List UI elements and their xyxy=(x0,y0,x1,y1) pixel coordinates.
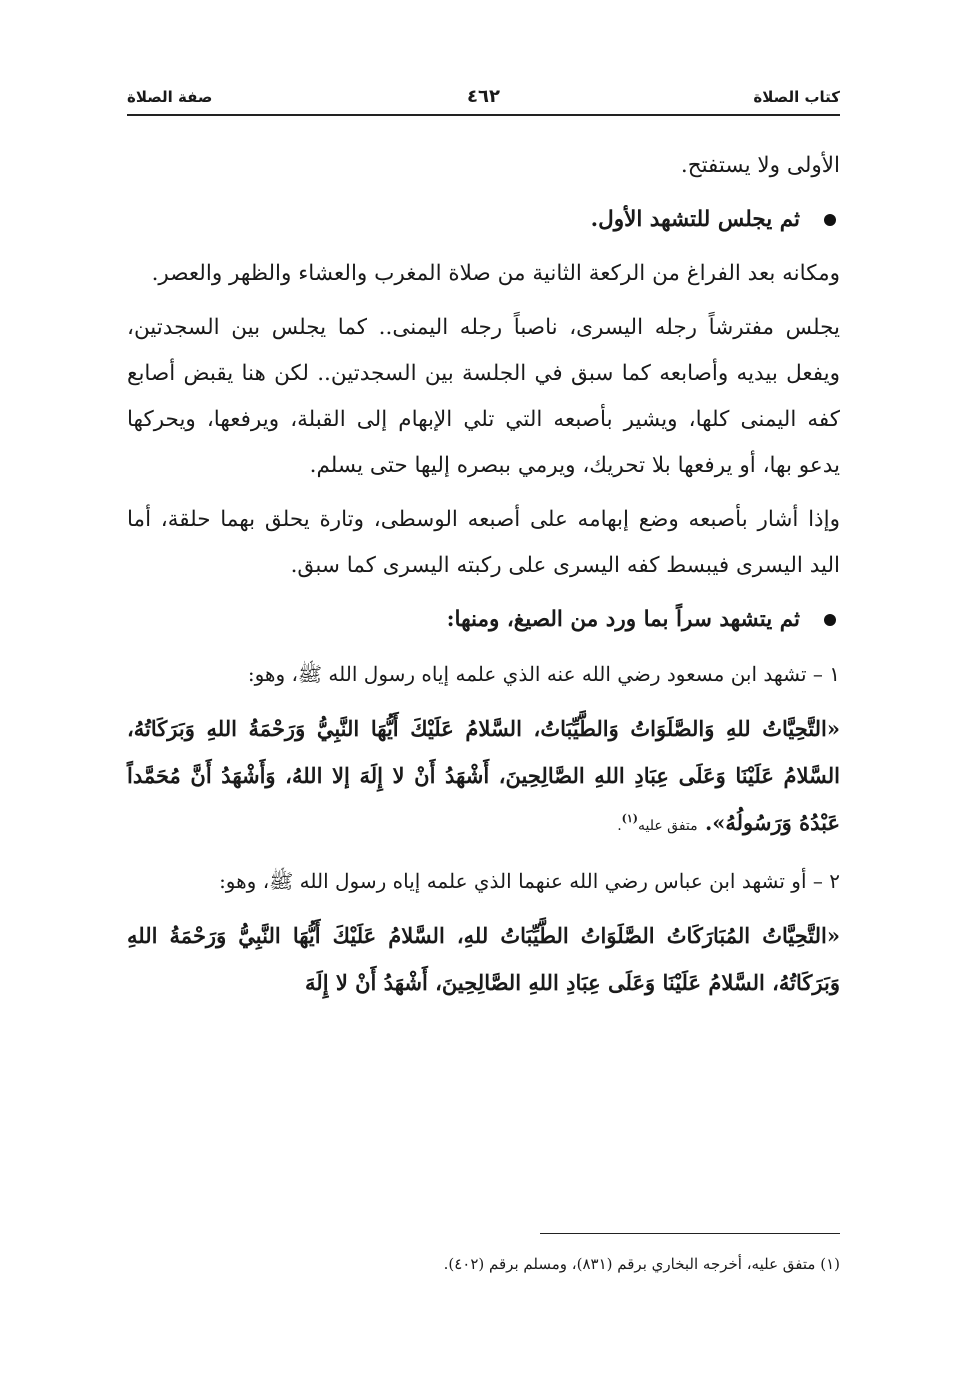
book-title: كتاب الصلاة xyxy=(753,88,840,106)
paragraph: الأولى ولا يستفتح. xyxy=(680,153,840,178)
paragraph: وإذا أشار بأصبعه وضع إبهامه على أصبعه الوسطى، وتارة يحلق بهما حلقة، أما اليد اليسرى فيبسط كفه اليسرى على ركبته اليسرى كما سبق. xyxy=(127,507,840,578)
bullet-heading xyxy=(127,197,840,243)
footnote: (١) متفق عليه، أخرجه البخاري برقم (٨٣١)، ومسلم برقم (٤٠٢). xyxy=(443,1255,840,1273)
bullet-heading xyxy=(127,597,840,643)
bullet-text: ثم يجلس للتشهد الأول. xyxy=(590,207,800,232)
list-item: ١ – تشهد ابن مسعود رضي الله عنه الذي علمه إياه رسول الله ﷺ، وهو: xyxy=(247,662,840,686)
paragraph: ومكانه بعد الفراغ من الركعة الثانية من صلاة المغرب والعشاء والظهر والعصر. xyxy=(151,261,840,286)
hadith-grading: متفق عليه xyxy=(638,818,698,834)
list-item: ٢ – أو تشهد ابن عباس رضي الله عنهما الذي علمه إياه رسول الله ﷺ، وهو: xyxy=(219,869,840,893)
footnote-divider xyxy=(540,1233,840,1234)
bullet-dot-icon xyxy=(824,214,836,226)
chapter-title: صفة الصلاة xyxy=(127,88,213,106)
quote-text: «التَّحِيَّاتُ للهِ وَالصَّلَوَاتُ وَالطَّيِّبَاتُ، السَّلامُ عَلَيْكَ أَيُّهَا النَّبِيُّ وَرَحْمَةُ اللهِ وَبَرَكَاتُهُ، السَّلامُ عَلَيْنَا وَعَلَى عِبَادِ اللهِ الصَّالِحِينَ، أَشْهَدُ أَنْ لا إِلَهَ إلا اللهُ، وَأَشْهَدُ أَنَّ مُحَمَّداً عَبْدُهُ وَرَسُولُهُ». xyxy=(127,716,840,835)
bullet-text: ثم يتشهد سراً بما ورد من الصيغ، ومنها: xyxy=(446,607,800,632)
bullet-dot-icon xyxy=(824,614,836,626)
tashahhud-quote: «التَّحِيَّاتُ المُبَارَكَاتُ الصَّلَوَاتُ الطَّيِّبَاتُ للهِ، السَّلامُ عَلَيْكَ أَيُّهَا النَّبِيُّ وَرَحْمَةُ اللهِ وَبَرَكَاتُهُ، السَّلامُ عَلَيْنَا وَعَلَى عِبَادِ اللهِ الصَّالِحِينَ، أَشْهَدُ أَنْ لا إِلَهَ xyxy=(127,923,840,995)
paragraph: يجلس مفترشاً رجله اليسرى، ناصباً رجله اليمنى.. كما يجلس بين السجدتين، ويفعل بيديه وأصابعه كما سبق في الجلسة بين السجدتين.. لكن هنا يقبض أصابع كفه اليمنى كلها، ويشير بأصبعه التي تلي الإبهام إلى القبلة، ويرفعها، ويحركها يدعو بها، أو يرفعها بلا تحريك، ويرمي ببصره إليها حتى يسلم. xyxy=(127,315,840,478)
page-number: ٤٦٢ xyxy=(467,86,500,107)
running-header xyxy=(127,86,840,116)
footnote-ref: (١) xyxy=(621,812,638,825)
page-body xyxy=(127,143,840,1014)
tashahhud-quote: «التَّحِيَّاتُ للهِ وَالصَّلَوَاتُ وَالطَّيِّبَاتُ، السَّلامُ عَلَيْكَ أَيُّهَا النَّبِيُّ وَرَحْمَةُ اللهِ وَبَرَكَاتُهُ، السَّلامُ عَلَيْنَا وَعَلَى عِبَادِ اللهِ الصَّالِحِينَ، أَشْهَدُ أَنْ لا إِلَهَ إلا اللهُ، وَأَشْهَدُ أَنَّ مُحَمَّداً عَبْدُهُ وَرَسُولُهُ». متفق عليه$^{(١)}$. xyxy=(127,716,840,835)
